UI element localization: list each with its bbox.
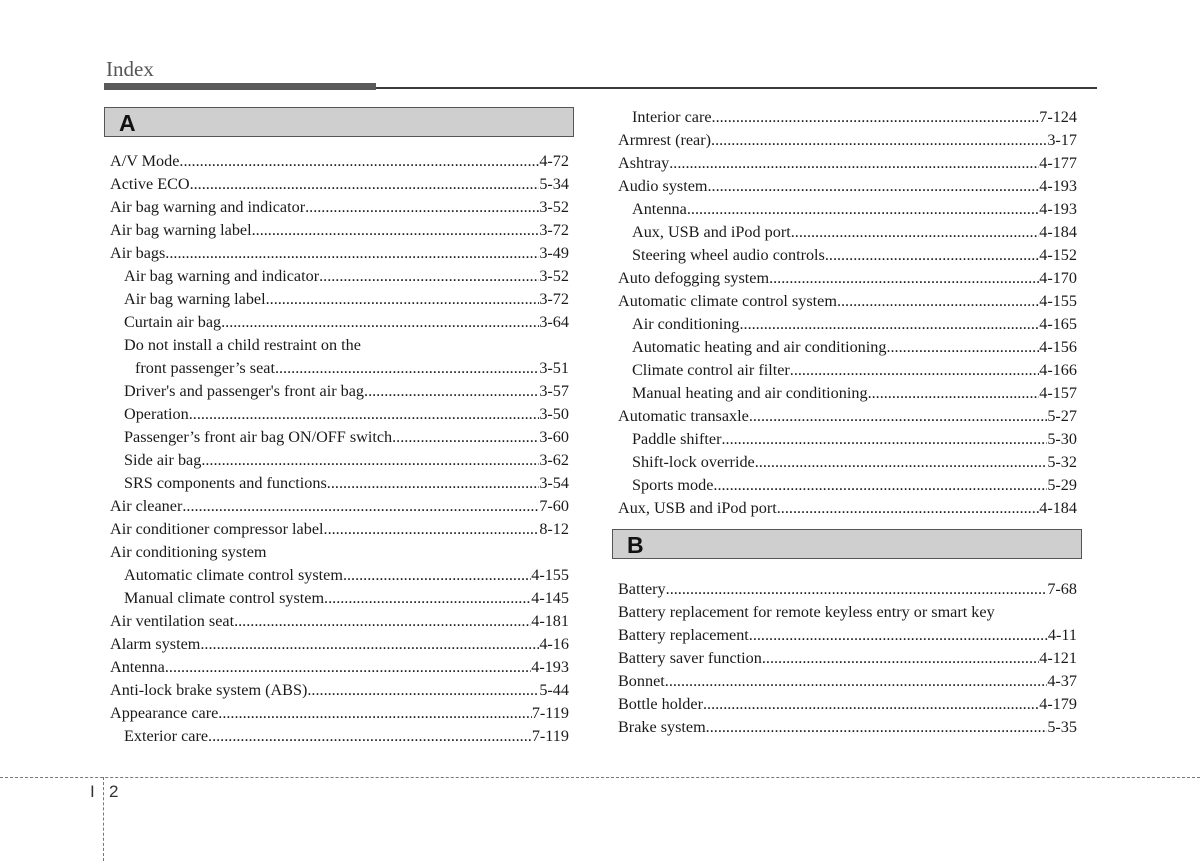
index-entry <box>612 152 1077 175</box>
header-rule <box>376 87 1097 89</box>
index-entry-label: Do not install a child restraint on the <box>124 336 361 354</box>
index-entry-page: 3-49 <box>539 244 569 262</box>
dot-leader <box>182 495 539 518</box>
index-entry-page: 3-72 <box>539 290 569 308</box>
dot-leader <box>721 428 1047 451</box>
left-column <box>104 107 574 748</box>
index-entry-page: 3-17 <box>1047 131 1077 149</box>
index-entry-page: 4-72 <box>539 152 569 170</box>
index-entry-page: 3-64 <box>539 313 569 331</box>
index-entry <box>104 380 569 403</box>
section-a-list <box>104 150 569 748</box>
dot-leader <box>749 405 1048 428</box>
index-entry <box>104 219 569 242</box>
index-entry-label: Air conditioning <box>632 315 740 333</box>
dot-leader <box>711 129 1047 152</box>
footer-dashed-vertical <box>103 777 104 861</box>
index-entry <box>104 472 569 495</box>
index-entry-label: Automatic transaxle <box>618 407 749 425</box>
dot-leader <box>703 693 1039 716</box>
index-entry-label: Automatic heating and air conditioning <box>632 338 887 356</box>
dot-leader <box>266 288 540 311</box>
dot-leader <box>669 152 1039 175</box>
index-entry-label: Air bag warning label <box>110 221 252 239</box>
index-entry-label: Anti-lock brake system (ABS) <box>110 681 308 699</box>
index-entry <box>612 129 1077 152</box>
dot-leader <box>165 656 531 679</box>
index-entry-label: Active ECO <box>110 175 190 193</box>
index-entry-page: 4-37 <box>1047 672 1077 690</box>
dot-leader <box>179 150 539 173</box>
index-entry-label: Air bag warning label <box>124 290 266 308</box>
index-entry-page: 4-156 <box>1039 338 1077 356</box>
index-entry-label: Air bags <box>110 244 166 262</box>
index-entry-label: Driver's and passenger's front air bag <box>124 382 365 400</box>
index-entry <box>104 288 569 311</box>
dot-leader <box>218 702 532 725</box>
dot-leader <box>868 382 1040 405</box>
index-entry-page: 7-60 <box>539 497 569 515</box>
index-entry-label: Air bag warning and indicator <box>110 198 306 216</box>
index-entry <box>612 198 1077 221</box>
dot-leader <box>165 242 539 265</box>
index-entry-page: 4-184 <box>1039 223 1077 241</box>
dot-leader <box>201 449 539 472</box>
index-entry-page: 3-57 <box>539 382 569 400</box>
index-entry-page: 7-124 <box>1039 108 1077 126</box>
index-entry <box>612 428 1077 451</box>
index-entry <box>612 578 1077 601</box>
index-entry-page: 5-29 <box>1047 476 1077 494</box>
index-entry-label: front passenger’s seat <box>135 359 275 377</box>
index-entry-page: 4-152 <box>1039 246 1077 264</box>
footer-dashed-rule <box>0 777 1200 778</box>
dot-leader <box>364 380 539 403</box>
index-entry-page: 5-35 <box>1047 718 1077 736</box>
index-entry <box>104 173 569 196</box>
index-entry <box>104 564 569 587</box>
index-entry-page: 4-155 <box>531 566 569 584</box>
dot-leader <box>305 196 539 219</box>
index-entry-page: 3-50 <box>539 405 569 423</box>
index-entry-label: Climate control air filter <box>632 361 790 379</box>
dot-leader <box>666 578 1048 601</box>
index-entry-page: 3-60 <box>539 428 569 446</box>
section-a-continued-list <box>612 106 1077 520</box>
header-bar <box>104 83 376 90</box>
index-entry <box>104 403 569 426</box>
dot-leader <box>319 265 539 288</box>
index-entry <box>104 702 569 725</box>
index-entry-label: Armrest (rear) <box>618 131 712 149</box>
index-entry-label: Brake system <box>618 718 706 736</box>
index-entry-page: 3-72 <box>539 221 569 239</box>
dot-leader <box>324 587 531 610</box>
dot-leader <box>200 633 539 656</box>
dot-leader <box>825 244 1039 267</box>
section-b-list <box>612 578 1077 739</box>
index-entry <box>612 670 1077 693</box>
footer-chapter: I <box>90 782 95 801</box>
dot-leader <box>713 474 1047 497</box>
dot-leader <box>777 497 1039 520</box>
index-entry-label: Air conditioner compressor label <box>110 520 324 538</box>
index-entry-label: Side air bag <box>124 451 202 469</box>
index-entry <box>612 405 1077 428</box>
index-entry-label: Audio system <box>618 177 708 195</box>
index-entry <box>104 150 569 173</box>
index-entry-label: Battery replacement for remote keyless entry or smart key <box>618 603 995 621</box>
index-entry <box>104 242 569 265</box>
dot-leader <box>837 290 1039 313</box>
index-entry-page: 3-52 <box>539 198 569 216</box>
index-entry-page: 4-165 <box>1039 315 1077 333</box>
footer-page-number: 2 <box>109 782 119 801</box>
index-entry-page: 4-179 <box>1039 695 1077 713</box>
index-entry <box>612 267 1077 290</box>
index-entry-label: Shift-lock override <box>632 453 755 471</box>
index-entry <box>104 541 569 564</box>
index-entry <box>612 313 1077 336</box>
index-entry-label: Exterior care <box>124 727 209 745</box>
index-entry-page: 3-51 <box>539 359 569 377</box>
index-entry <box>612 244 1077 267</box>
index-entry-page: 5-34 <box>539 175 569 193</box>
index-entry-label: Passenger’s front air bag ON/OFF switch <box>124 428 393 446</box>
index-entry <box>612 359 1077 382</box>
section-a-letter: A <box>119 110 136 136</box>
index-entry <box>612 106 1077 129</box>
dot-leader <box>307 679 539 702</box>
dot-leader <box>791 221 1039 244</box>
section-b-heading <box>612 529 1082 559</box>
dot-leader <box>769 267 1039 290</box>
index-entry <box>104 679 569 702</box>
index-entry-page: 7-119 <box>531 727 569 745</box>
index-entry-label: Curtain air bag <box>124 313 222 331</box>
index-entry-page: 4-121 <box>1039 649 1077 667</box>
index-entry-label: Operation <box>124 405 189 423</box>
index-entry <box>104 426 569 449</box>
index-entry <box>104 265 569 288</box>
section-a-heading <box>104 107 574 137</box>
index-entry-label: Antenna <box>632 200 687 218</box>
index-entry-page: 3-52 <box>539 267 569 285</box>
index-entry <box>104 495 569 518</box>
dot-leader <box>189 403 540 426</box>
dot-leader <box>343 564 531 587</box>
index-entry <box>104 196 569 219</box>
index-entry-page: 5-30 <box>1047 430 1077 448</box>
index-entry-label: Manual heating and air conditioning <box>632 384 868 402</box>
index-entry-label: Alarm system <box>110 635 201 653</box>
index-entry-page: 4-145 <box>531 589 569 607</box>
index-entry <box>612 497 1077 520</box>
dot-leader <box>739 313 1039 336</box>
index-entry-page: 7-119 <box>531 704 569 722</box>
index-entry <box>612 221 1077 244</box>
dot-leader <box>755 451 1048 474</box>
index-entry-label: Air bag warning and indicator <box>124 267 320 285</box>
index-entry <box>104 656 569 679</box>
index-entry-page: 5-27 <box>1047 407 1077 425</box>
dot-leader <box>221 311 539 334</box>
index-entry-label: Automatic climate control system <box>618 292 837 310</box>
dot-leader <box>687 198 1039 221</box>
dot-leader <box>208 725 532 748</box>
index-entry-label: Battery replacement <box>618 626 749 644</box>
index-entry-page: 4-177 <box>1039 154 1077 172</box>
index-entry-page: 8-12 <box>539 520 569 538</box>
index-entry <box>612 601 1077 624</box>
index-entry <box>104 518 569 541</box>
dot-leader <box>706 716 1048 739</box>
index-entry-label: Bottle holder <box>618 695 703 713</box>
dot-leader <box>392 426 539 449</box>
index-entry <box>612 474 1077 497</box>
index-entry-page: 4-166 <box>1039 361 1077 379</box>
index-entry <box>104 357 569 380</box>
index-entry <box>612 175 1077 198</box>
dot-leader <box>749 624 1048 647</box>
index-entry-page: 4-170 <box>1039 269 1077 287</box>
dot-leader <box>327 472 540 495</box>
index-entry-label: Aux, USB and iPod port <box>632 223 791 241</box>
index-entry <box>104 587 569 610</box>
index-entry-page: 4-11 <box>1047 626 1077 644</box>
index-entry <box>104 449 569 472</box>
index-entry-label: Appearance care <box>110 704 219 722</box>
index-entry-page: 4-193 <box>531 658 569 676</box>
dot-leader <box>190 173 540 196</box>
index-entry-label: Paddle shifter <box>632 430 722 448</box>
index-entry-label: Automatic climate control system <box>124 566 343 584</box>
index-entry-label: Auto defogging system <box>618 269 770 287</box>
index-entry-label: Manual climate control system <box>124 589 325 607</box>
index-entry <box>612 716 1077 739</box>
index-entry-page: 3-54 <box>539 474 569 492</box>
dot-leader <box>712 106 1040 129</box>
dot-leader <box>886 336 1039 359</box>
index-entry <box>612 451 1077 474</box>
index-entry-page: 4-181 <box>531 612 569 630</box>
dot-leader <box>707 175 1039 198</box>
index-entry-label: Antenna <box>110 658 165 676</box>
index-entry <box>612 647 1077 670</box>
index-entry-page: 3-62 <box>539 451 569 469</box>
index-entry <box>612 693 1077 716</box>
index-entry-label: Aux, USB and iPod port <box>618 499 777 517</box>
index-entry-label: Bonnet <box>618 672 665 690</box>
index-entry-label: A/V Mode <box>110 152 180 170</box>
index-entry-page: 4-16 <box>539 635 569 653</box>
index-entry-label: Air ventilation seat <box>110 612 235 630</box>
index-entry <box>104 725 569 748</box>
index-entry-label: Ashtray <box>618 154 670 172</box>
index-entry <box>104 311 569 334</box>
index-entry-label: Air conditioning system <box>110 543 267 561</box>
index-entry-page: 4-157 <box>1039 384 1077 402</box>
index-entry <box>612 336 1077 359</box>
index-entry <box>612 624 1077 647</box>
dot-leader <box>324 518 540 541</box>
dot-leader <box>790 359 1039 382</box>
index-entry-page: 5-32 <box>1047 453 1077 471</box>
index-entry-page: 4-184 <box>1039 499 1077 517</box>
index-entry-label: SRS components and functions <box>124 474 327 492</box>
index-entry <box>104 633 569 656</box>
index-entry-label: Battery <box>618 580 666 598</box>
index-entry <box>612 290 1077 313</box>
index-entry-label: Air cleaner <box>110 497 183 515</box>
dot-leader <box>252 219 540 242</box>
index-entry-page: 4-155 <box>1039 292 1077 310</box>
index-entry-label: Sports mode <box>632 476 714 494</box>
index-entry <box>104 334 569 357</box>
index-entry <box>104 610 569 633</box>
right-column <box>612 106 1082 739</box>
index-entry-label: Steering wheel audio controls <box>632 246 825 264</box>
index-entry-label: Battery saver function <box>618 649 762 667</box>
index-entry-page: 4-193 <box>1039 177 1077 195</box>
dot-leader <box>275 357 539 380</box>
index-entry-page: 7-68 <box>1047 580 1077 598</box>
index-entry-page: 5-44 <box>539 681 569 699</box>
dot-leader <box>234 610 531 633</box>
section-b-letter: B <box>627 532 644 558</box>
index-entry-label: Interior care <box>632 108 712 126</box>
dot-leader <box>665 670 1048 693</box>
index-entry-page: 4-193 <box>1039 200 1077 218</box>
page-title: Index <box>106 57 154 81</box>
dot-leader <box>762 647 1039 670</box>
index-entry <box>612 382 1077 405</box>
